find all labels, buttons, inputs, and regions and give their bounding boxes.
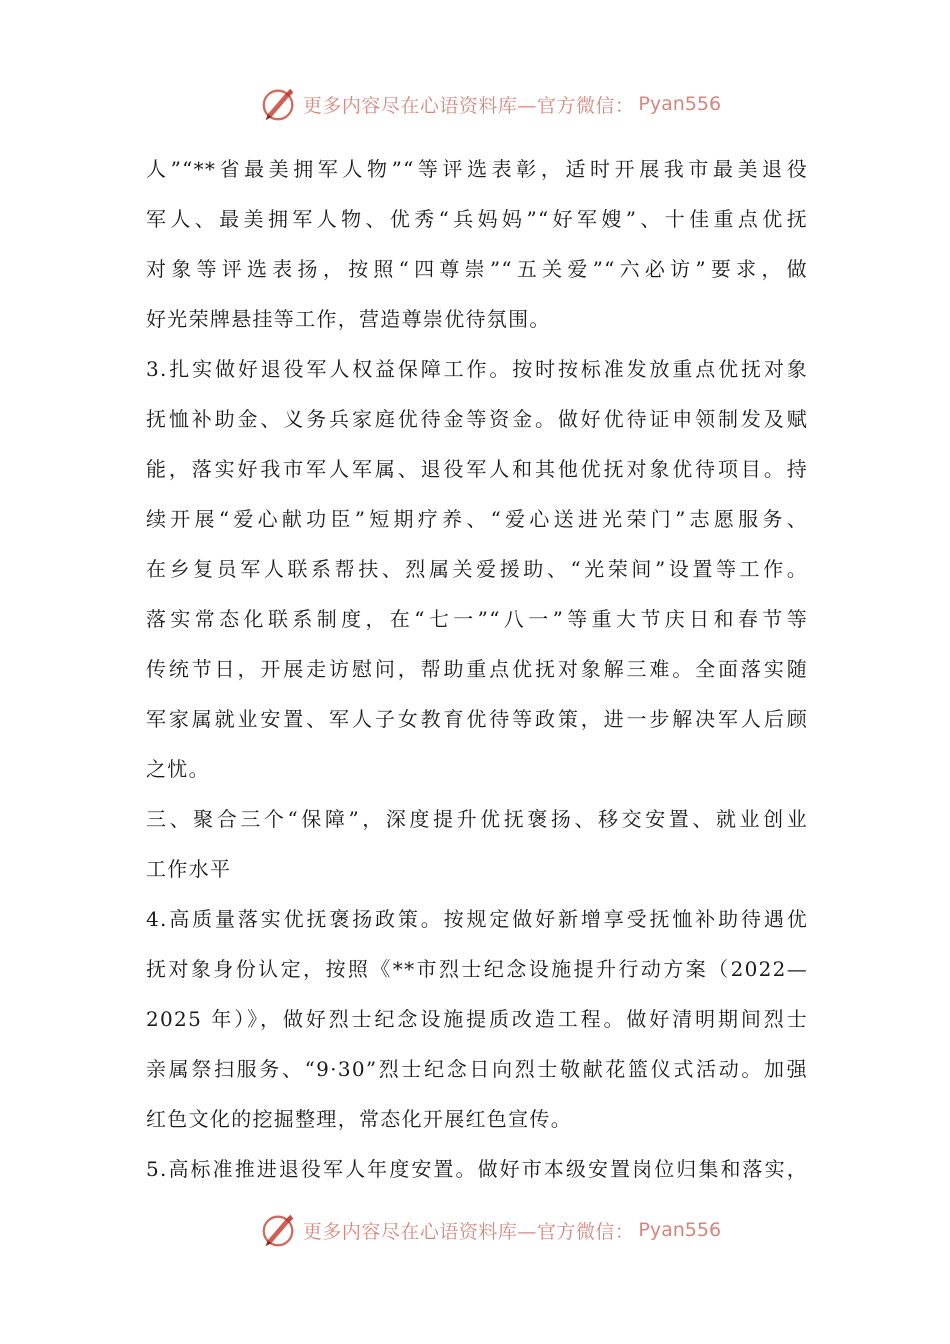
watermark-wechat-id: Pyan556 <box>638 1219 722 1241</box>
section-heading-line: 工作水平 <box>146 857 232 881</box>
watermark-text: 更多内容尽在心语资料库—官方微信： <box>302 94 635 117</box>
text-line: 抚恤补助金、义务兵家庭优待金等资金。做好优待证申领制发及赋 <box>146 407 808 431</box>
watermark-banner-top <box>0 80 950 128</box>
text-line: 军家属就业安置、军人子女教育优待等政策，进一步解决军人后顾 <box>146 707 808 731</box>
text-line: 抚对象身份认定，按照《**市烈士纪念设施提升行动方案（2022— <box>146 957 808 981</box>
pen-circle-logo-icon <box>259 1211 297 1249</box>
text-line: 传统节日，开展走访慰问，帮助重点优抚对象解三难。全面落实随 <box>146 657 808 681</box>
text-line: 军人、最美拥军人物、优秀“兵妈妈”“好军嫂”、十佳重点优抚 <box>146 207 808 231</box>
text-line: 对象等评选表扬，按照“四尊崇”“五关爱”“六必访”要求，做 <box>146 257 808 281</box>
text-line: 在乡复员军人联系帮扶、烈属关爱援助、“光荣间”设置等工作。 <box>146 557 808 581</box>
watermark-wechat-id: Pyan556 <box>638 93 722 115</box>
watermark-banner-bottom <box>0 1206 950 1254</box>
text-line: 人”“**省最美拥军人物”“等评选表彰，适时开展我市最美退役 <box>146 157 808 181</box>
text-line: 落实常态化联系制度，在“七一”“八一”等重大节庆日和春节等 <box>146 607 808 631</box>
text-line: 5.高标准推进退役军人年度安置。做好市本级安置岗位归集和落实， <box>146 1157 808 1181</box>
pen-circle-logo-icon <box>259 85 297 123</box>
text-line: 红色文化的挖掘整理，常态化开展红色宣传。 <box>146 1107 572 1131</box>
text-line: 之忧。 <box>146 757 210 781</box>
text-line: 好光荣牌悬挂等工作，营造尊崇优待氛围。 <box>146 307 551 331</box>
text-line: 续开展“爱心献功臣”短期疗养、“爱心送进光荣门”志愿服务、 <box>146 507 808 531</box>
text-line: 能，落实好我市军人军属、退役军人和其他优抚对象优待项目。持 <box>146 457 808 481</box>
text-line: 4.高质量落实优抚褒扬政策。按规定做好新增享受抚恤补助待遇优 <box>146 907 808 931</box>
text-line: 亲属祭扫服务、“9·30”烈士纪念日向烈士敬献花篮仪式活动。加强 <box>146 1057 808 1081</box>
watermark-group <box>259 85 721 123</box>
watermark-text: 更多内容尽在心语资料库—官方微信： <box>302 1220 635 1243</box>
text-line: 3.扎实做好退役军人权益保障工作。按时按标准发放重点优抚对象 <box>146 357 808 381</box>
text-line: 2025 年）》，做好烈士纪念设施提质改造工程。做好清明期间烈士 <box>146 1007 808 1031</box>
watermark-group <box>259 1211 721 1249</box>
document-body <box>146 144 808 1194</box>
section-heading-line: 三、聚合三个“保障”，深度提升优抚褒扬、移交安置、就业创业 <box>146 807 808 831</box>
